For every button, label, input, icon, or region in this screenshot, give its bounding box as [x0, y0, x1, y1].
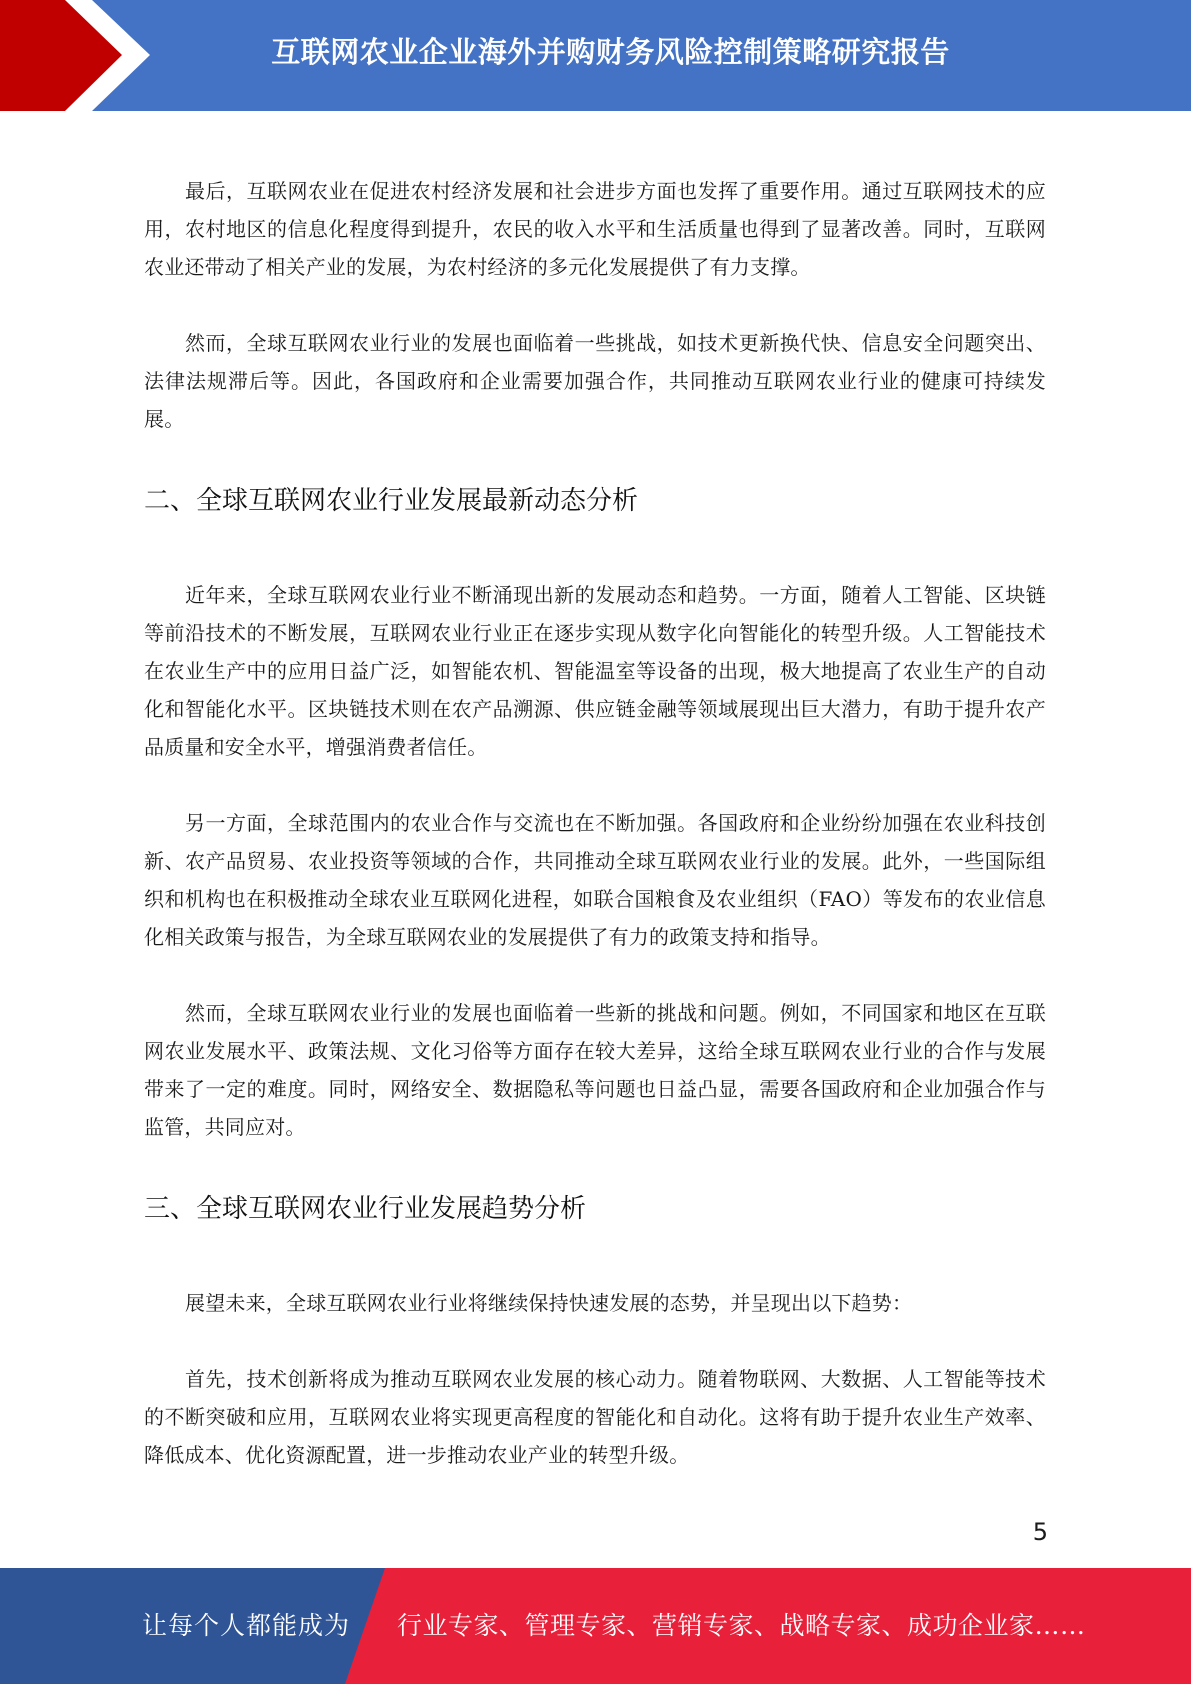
- report-title: 互联网农业企业海外并购财务风险控制策略研究报告: [271, 35, 950, 69]
- paragraph: 展望未来，全球互联网农业行业将继续保持快速发展的态势，并呈现出以下趋势：: [185, 1291, 913, 1315]
- paragraph: 最后，互联网农业在促进农村经济发展和社会进步方面也发挥了重要作用。通过互联网技术的应用，农村地区的信息化程度得到提升，农民的收入水平和生活质量也得到了显著改善。同时，互联网农业还带动了相关产业的发展，为农村经济的多元化发展提供了有力支撑。: [144, 179, 1046, 279]
- report-body: [144, 172, 1046, 1512]
- footer-slogan-right: 行业专家、管理专家、营销专家、战略专家、成功企业家……: [397, 1611, 1086, 1640]
- paragraph: 另一方面，全球范围内的农业合作与交流也在不断加强。各国政府和企业纷纷加强在农业科技创新、农产品贸易、农业投资等领域的合作，共同推动全球互联网农业行业的发展。此外，一些国际组织和机构也在积极推动全球农业互联网化进程，如联合国粮食及农业组织（FAO）等发布的农业信息化相关政策与报告，为全球互联网农业的发展提供了有力的政策支持和指导。: [144, 811, 1046, 949]
- paragraph: 首先，技术创新将成为推动互联网农业发展的核心动力。随着物联网、大数据、人工智能等技术的不断突破和应用，互联网农业将实现更高程度的智能化和自动化。这将有助于提升农业生产效率、降低成本、优化资源配置，进一步推动农业产业的转型升级。: [144, 1367, 1046, 1467]
- page-number: 5: [1032, 1518, 1048, 1546]
- page-footer: [0, 1568, 1191, 1684]
- paragraph: 然而，全球互联网农业行业的发展也面临着一些新的挑战和问题。例如，不同国家和地区在互联网农业发展水平、政策法规、文化习俗等方面存在较大差异，这给全球互联网农业行业的合作与发展带来了一定的难度。同时，网络安全、数据隐私等问题也日益凸显，需要各国政府和企业加强合作与监管，共同应对。: [144, 1001, 1046, 1139]
- section-heading: 三、全球互联网农业行业发展趋势分析: [144, 1194, 587, 1224]
- paragraph: 然而，全球互联网农业行业的发展也面临着一些挑战，如技术更新换代快、信息安全问题突出、法律法规滞后等。因此，各国政府和企业需要加强合作，共同推动互联网农业行业的健康可持续发展。: [144, 331, 1046, 431]
- page-header: [0, 0, 1191, 111]
- footer-slogan-left: 让每个人都能成为: [142, 1611, 351, 1640]
- section-heading: 二、全球互联网农业行业发展最新动态分析: [144, 486, 639, 516]
- paragraph: 近年来，全球互联网农业行业不断涌现出新的发展动态和趋势。一方面，随着人工智能、区块链等前沿技术的不断发展，互联网农业行业正在逐步实现从数字化向智能化的转型升级。人工智能技术在农业生产中的应用日益广泛，如智能农机、智能温室等设备的出现，极大地提高了农业生产的自动化和智能化水平。区块链技术则在农产品溯源、供应链金融等领域展现出巨大潜力，有助于提升农产品质量和安全水平，增强消费者信任。: [144, 583, 1046, 759]
